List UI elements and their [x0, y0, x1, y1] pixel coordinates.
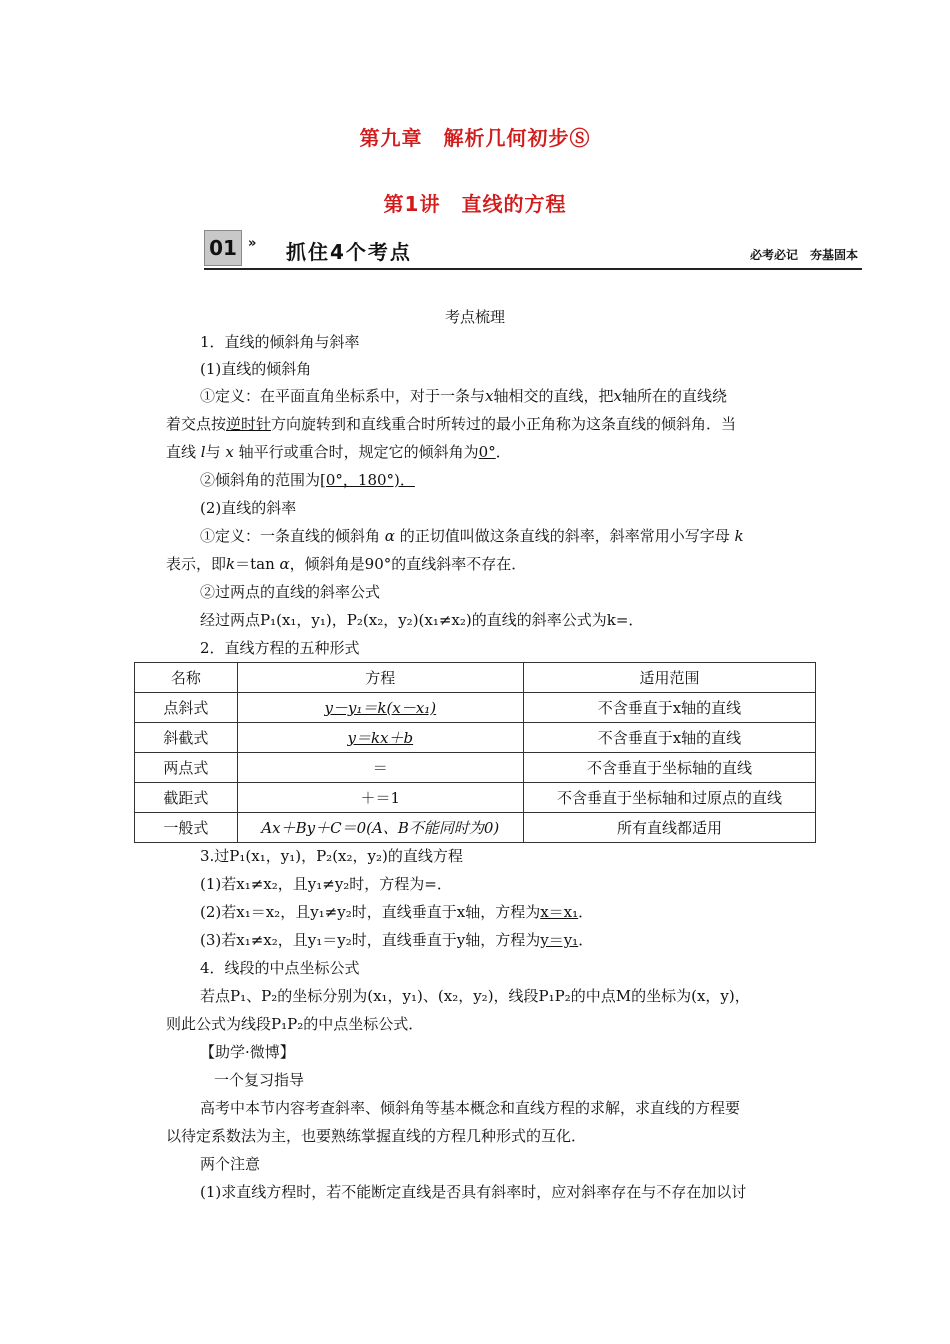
- subpoint-heading: (2)直线的斜率: [200, 499, 297, 517]
- table-header: 适用范围: [523, 663, 815, 693]
- table-cell: y＝kx＋b: [237, 723, 523, 753]
- text-line: 直线 l与 x 轴平行或重合时，规定它的倾斜角为0°．: [166, 443, 511, 461]
- table-cell: 截距式: [135, 783, 238, 813]
- chapter-title: 第九章 解析几何初步Ⓢ: [359, 126, 591, 150]
- point-4-heading: 4．线段的中点坐标公式: [200, 959, 360, 977]
- tip-heading: 【助学·微博】: [200, 1043, 295, 1061]
- table-header-row: [135, 663, 816, 693]
- table-cell: 不含垂直于x轴的直线: [523, 723, 815, 753]
- banner-arrow-icon: »: [248, 236, 257, 251]
- answer-blank: y＝y₁: [540, 931, 579, 949]
- text-line: 着交点按逆时针方向旋转到和直线重合时所转过的最小正角称为这条直线的倾斜角．当: [166, 415, 737, 433]
- table-header: 方程: [237, 663, 523, 693]
- table-row: [135, 753, 816, 783]
- table-cell: 斜截式: [135, 723, 238, 753]
- table-cell: y－y₁＝k(x－x₁): [237, 693, 523, 723]
- section-banner: [204, 228, 862, 270]
- banner-title: 抓住4个考点: [286, 240, 412, 264]
- table-cell: 所有直线都适用: [523, 813, 815, 843]
- table-cell: 点斜式: [135, 693, 238, 723]
- banner-tag: 必考必记 夯基固本: [749, 248, 858, 262]
- tip-subheading: 一个复习指导: [214, 1071, 305, 1089]
- text-line: (1)求直线方程时，若不能断定直线是否具有斜率时，应对斜率存在与不存在加以讨: [200, 1183, 747, 1201]
- text-line: ②倾斜角的范围为[0°，180°)．: [200, 471, 415, 489]
- point-2-heading: 2．直线方程的五种形式: [200, 639, 360, 657]
- table-cell: ＝: [237, 753, 523, 783]
- text-line: (3)若x₁≠x₂，且y₁＝y₂时，直线垂直于y轴，方程为y＝y₁．: [200, 931, 594, 949]
- table-cell: 一般式: [135, 813, 238, 843]
- text-line: 则此公式为线段P₁P₂的中点坐标公式．: [166, 1015, 424, 1033]
- table-row: [135, 783, 816, 813]
- text-line: (2)若x₁＝x₂，且y₁≠y₂时，直线垂直于x轴，方程为x＝x₁．: [200, 903, 594, 921]
- point-3-heading: 3.过P₁(x₁，y₁)，P₂(x₂，y₂)的直线方程: [200, 847, 463, 865]
- section-heading: 考点梳理: [444, 308, 505, 326]
- table-row: [135, 813, 816, 843]
- answer-blank: [0°，180°)．: [320, 471, 415, 489]
- answer-blank: 逆时针: [226, 415, 272, 433]
- text-line: (1)若x₁≠x₂，且y₁≠y₂时，方程为=．: [200, 875, 452, 893]
- subpoint-heading: (1)直线的倾斜角: [200, 360, 312, 378]
- table-cell: Ax＋By＋C＝0(A、B不能同时为0): [237, 813, 523, 843]
- banner-number: 01: [204, 230, 242, 266]
- line-equation-forms-table: [134, 662, 816, 843]
- table-cell: 两点式: [135, 753, 238, 783]
- table-row: [135, 693, 816, 723]
- text-line: ①定义：在平面直角坐标系中，对于一条与x轴相交的直线，把x轴所在的直线绕: [200, 387, 727, 405]
- point-1-heading: 1．直线的倾斜角与斜率: [200, 333, 360, 351]
- table-cell: 不含垂直于x轴的直线: [523, 693, 815, 723]
- table-header: 名称: [135, 663, 238, 693]
- answer-blank: x＝x₁: [540, 903, 579, 921]
- table-cell: 不含垂直于坐标轴的直线: [523, 753, 815, 783]
- text-line: 以待定系数法为主，也要熟练掌握直线的方程几种形式的互化．: [166, 1127, 587, 1145]
- text-line: 经过两点P₁(x₁，y₁)，P₂(x₂，y₂)(x₁≠x₂)的直线的斜率公式为k=．: [200, 611, 644, 629]
- answer-blank: 0°: [478, 443, 496, 461]
- tip-subheading: 两个注意: [200, 1155, 261, 1173]
- table-cell: ＋＝1: [237, 783, 523, 813]
- text-line: 表示，即k＝tan α，倾斜角是90°的直线斜率不存在．: [166, 555, 527, 573]
- table-cell: 不含垂直于坐标轴和过原点的直线: [523, 783, 815, 813]
- text-line: ①定义：一条直线的倾斜角 α 的正切值叫做这条直线的斜率，斜率常用小写字母 k: [200, 527, 744, 545]
- table-row: [135, 723, 816, 753]
- text-line: 若点P₁、P₂的坐标分别为(x₁，y₁)、(x₂，y₂)，线段P₁P₂的中点M的坐标为(x，y)，: [200, 987, 750, 1005]
- lesson-title: 第1讲 直线的方程: [383, 192, 567, 216]
- text-line: ②过两点的直线的斜率公式: [200, 583, 381, 601]
- text-line: 高考中本节内容考查斜率、倾斜角等基本概念和直线方程的求解，求直线的方程要: [200, 1099, 741, 1117]
